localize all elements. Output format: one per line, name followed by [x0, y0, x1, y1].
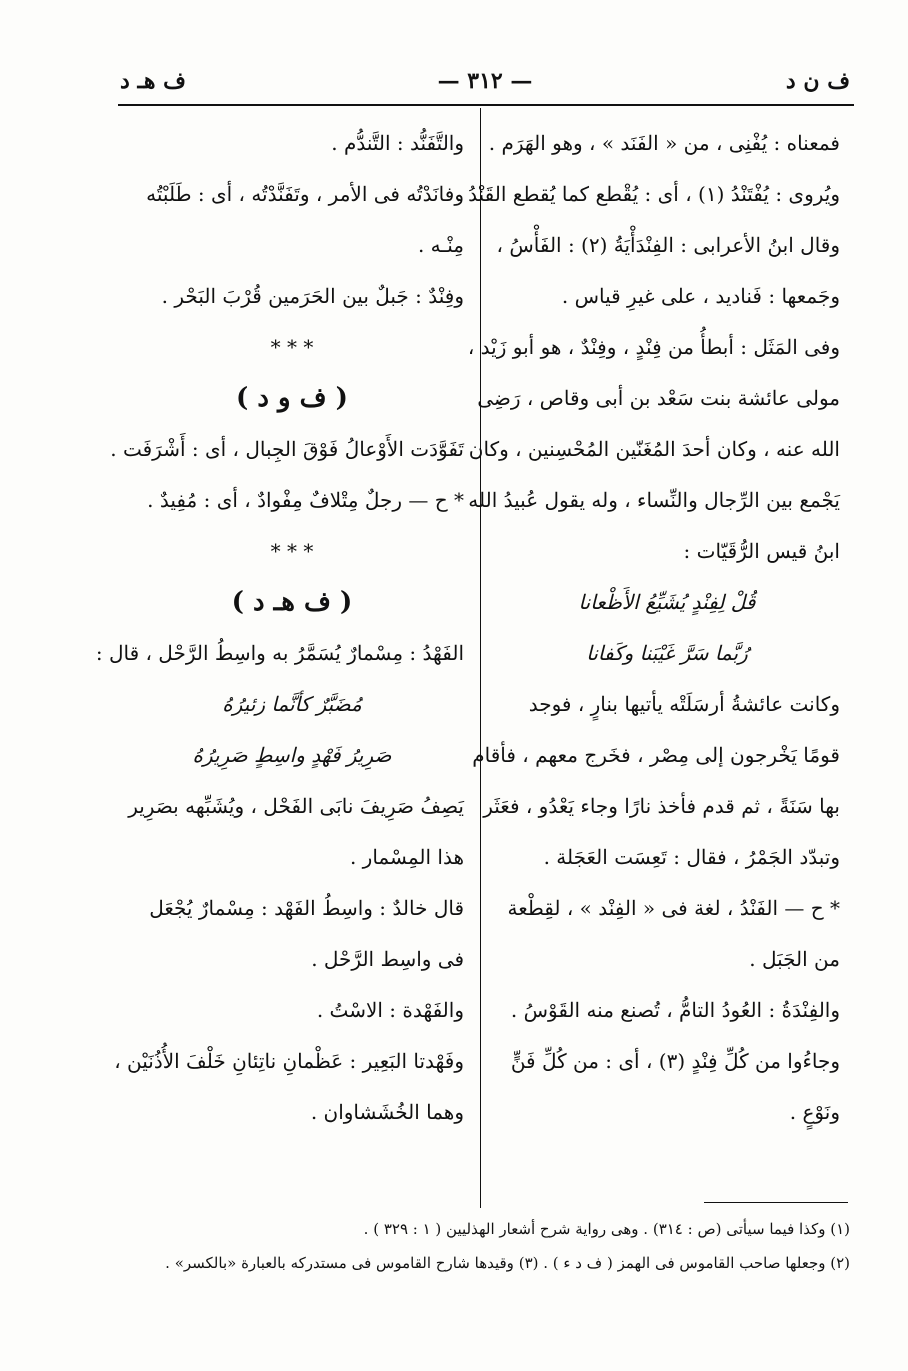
text-line: وجَمعها : فَناديد ، على غيرِ قياس . — [561, 284, 840, 308]
text-line: وكانت عائشةُ أرسَلَتْه يأتيها بنارٍ ، فوجد — [528, 692, 840, 716]
page-number: — ٣١٢ — — [437, 68, 533, 94]
footnote-rule — [704, 1202, 848, 1203]
text-line: وتبدّد الجَمْرُ ، فقال : تَعِسَت العَجَلة . — [543, 845, 840, 869]
text-line: والتَّفَنُّد : التَّندُّم . — [331, 131, 464, 155]
text-line: ونَوْعٍ . — [789, 1100, 840, 1124]
section-separator: * * * — [270, 335, 314, 359]
text-line: فمعناه : يُفْنِى ، من « الفَنَد » ، وهو الهَرَم . — [488, 131, 840, 155]
column-divider — [480, 108, 481, 1208]
poem-line: قُلْ لِفِنْدٍ يُشَيِّعُ الأَظْعانا — [578, 590, 756, 614]
page-header — [120, 60, 850, 106]
text-line: وفى المَثَل : أبطأُ من فِنْدٍ ، وفِنْدٌ ، هو أبو زَيْد ، — [467, 335, 840, 359]
text-line: وفانَدْتُه فى الأمر ، وتَفَنَّدْتُه ، أى : طَلَبْتُه — [146, 182, 464, 206]
text-line: هذا المِسْمار . — [349, 845, 464, 869]
text-line: يَجْمع بين الرِّجال والنِّساء ، وله يقول عُبيدُ الله — [468, 488, 840, 512]
text-line: بها سَنَةً ، ثم قدم فأخذ نارًا وجاء يَعْدُو ، فعَثَر — [483, 794, 840, 818]
text-line: من الجَبَل . — [749, 947, 840, 971]
text-line: مِنْـه . — [417, 233, 464, 257]
header-rule — [118, 104, 854, 106]
text-line: والفَهْدة : الاسْتُ . — [316, 998, 464, 1022]
header-root-right: ف ن د — [785, 68, 850, 94]
text-line: الله عنه ، وكان أحدَ المُغَنّين المُحْسِنين ، وكان — [468, 437, 840, 461]
text-line: وقال ابنُ الأعرابى : الفِنْدَأْيَةُ (٢) : الفَأْسُ ، — [496, 233, 840, 257]
poem-line: صَرِيرُ فَهْدٍ واسِطٍ صَرِيرُهُ — [192, 743, 392, 767]
footnote: (١) وكذا فيما سيأتى (ص : ٣١٤) . وهى رواية شرح أشعار الهذليين ( ١ : ٣٢٩ ) . — [363, 1220, 850, 1238]
right-column — [455, 118, 840, 1138]
text-line: فى واسِط الرَّحْل . — [311, 947, 464, 971]
section-heading: ( ف هـ د ) — [231, 587, 353, 617]
section-heading: ( ف و د ) — [236, 383, 348, 413]
text-line: * ح — الفَنْدُ ، لغة فى « الفِنْد » ، لقِطْعة — [507, 896, 840, 920]
text-line: وهما الخُشَشاوان . — [310, 1100, 464, 1124]
text-line: وفَهْدتا البَعِير : عَظْمانِ ناتِئانِ خَلْفَ الأُذُنَيْن ، — [114, 1049, 464, 1073]
footnote: (٢) وجعلها صاحب القاموس فى الهمز ( ف د ء ) . (٣) وقيدها شارح القاموس فى مستدركه بالعبارة «بالكسر» . — [165, 1254, 850, 1272]
poem-line: مُضَبَّرٌ كأنَّما زئيرُهُ — [222, 692, 362, 716]
header-root-left: ف هـ د — [120, 68, 186, 94]
text-line: وفِنْدٌ : جَبلٌ بين الحَرَمين قُرْبَ البَحْر . — [161, 284, 464, 308]
text-line: يَصِفُ صَرِيفَ نابَى الفَحْل ، ويُشَبِّهه بصَرِير — [128, 794, 464, 818]
text-line: والفِنْدَةُ : العُودُ التامُّ ، تُصنع منه القَوْسُ . — [510, 998, 840, 1022]
poem-line: رُبَّما سَرَّ غَيْبَنا وكَفانا — [586, 641, 748, 665]
text-line: * ح — رجلٌ مِتْلافٌ مِفْوادٌ ، أى : مُفِيدٌ . — [147, 488, 464, 512]
text-line: قال خالدٌ : واسِطُ الفَهْد : مِسْمارٌ يُجْعَل — [149, 896, 464, 920]
left-column — [95, 118, 464, 1138]
section-separator: * * * — [270, 539, 314, 563]
footnotes — [120, 1212, 850, 1280]
text-line: مولى عائشة بنت سَعْد بن أبى وقاص ، رَضِى — [477, 386, 840, 410]
text-line: وجاءُوا من كُلِّ فِنْدٍ (٣) ، أى : من كُلِّ فَنٍّ — [510, 1049, 840, 1073]
text-line: ويُروى : يُفْتَنْدُ (١) ، أى : يُقْطع كما يُقطع القَنْدُ . — [455, 182, 840, 206]
text-line: قومًا يَخْرجون إلى مِصْر ، فخَرج معهم ، فأقام — [472, 743, 840, 767]
text-line: تَفَوَّدَت الأَوْعالُ فَوْقَ الجِبال ، أى : أَشْرَفَت . — [110, 437, 464, 461]
text-line: ابنُ قيس الرُّقَيّات : — [683, 539, 840, 563]
text-line: الفَهْدُ : مِسْمارٌ يُسَمَّرُ به واسِطُ الرَّحْل ، قال : — [95, 641, 464, 665]
